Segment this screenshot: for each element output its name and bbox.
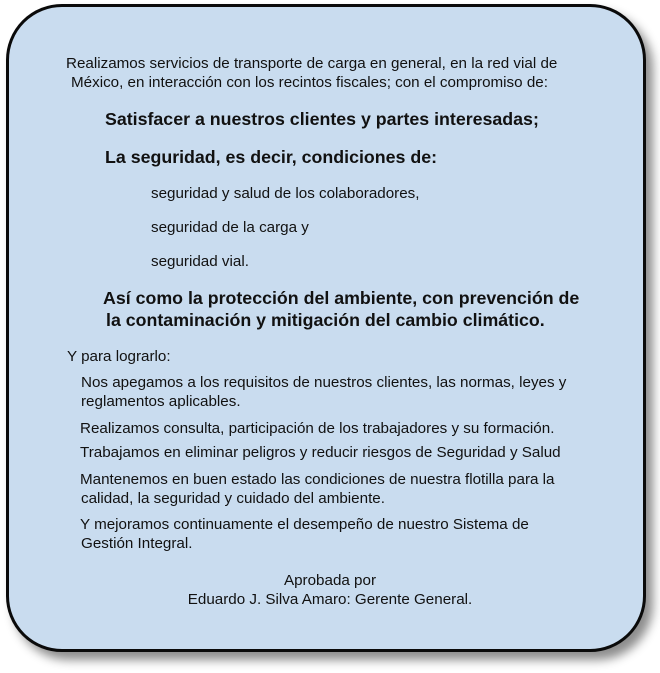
commitment-environment-line-2: la contaminación y mitigación del cambio climático. xyxy=(106,310,545,330)
approval-signer: Eduardo J. Silva Amaro: Gerente General. xyxy=(187,591,473,608)
commitment-safety-heading: La seguridad, es decir, condiciones de: xyxy=(105,147,438,167)
approval-label: Aprobada por xyxy=(283,572,377,589)
achieve-item: Gestión Integral. xyxy=(81,535,193,552)
achieve-item: Trabajamos en eliminar peligros y reducir riesgos de Seguridad y Salud xyxy=(80,444,561,461)
intro-line-1: Realizamos servicios de transporte de carga en general, en la red vial de xyxy=(66,55,558,72)
intro-line-2: México, en interacción con los recintos fiscales; con el compromiso de: xyxy=(71,74,548,91)
safety-item: seguridad de la carga y xyxy=(151,219,309,236)
achieve-item: Nos apegamos a los requisitos de nuestros clientes, las normas, leyes y xyxy=(81,374,567,391)
achieve-item: reglamentos aplicables. xyxy=(81,393,241,410)
commitment-satisfy: Satisfacer a nuestros clientes y partes interesadas; xyxy=(105,109,539,129)
achieve-item: Mantenemos en buen estado las condiciones de nuestra flotilla para la xyxy=(80,471,555,488)
achieve-item: calidad, la seguridad y cuidado del ambiente. xyxy=(81,490,385,507)
achieve-item: Y mejoramos continuamente el desempeño de nuestro Sistema de xyxy=(80,516,529,533)
safety-item: seguridad y salud de los colaboradores, xyxy=(151,185,420,202)
achieve-item: Realizamos consulta, participación de los trabajadores y su formación. xyxy=(80,420,555,437)
safety-item: seguridad vial. xyxy=(151,253,249,270)
commitment-environment-line-1: Así como la protección del ambiente, con prevención de xyxy=(103,288,580,308)
achieve-heading: Y para lograrlo: xyxy=(67,348,171,365)
